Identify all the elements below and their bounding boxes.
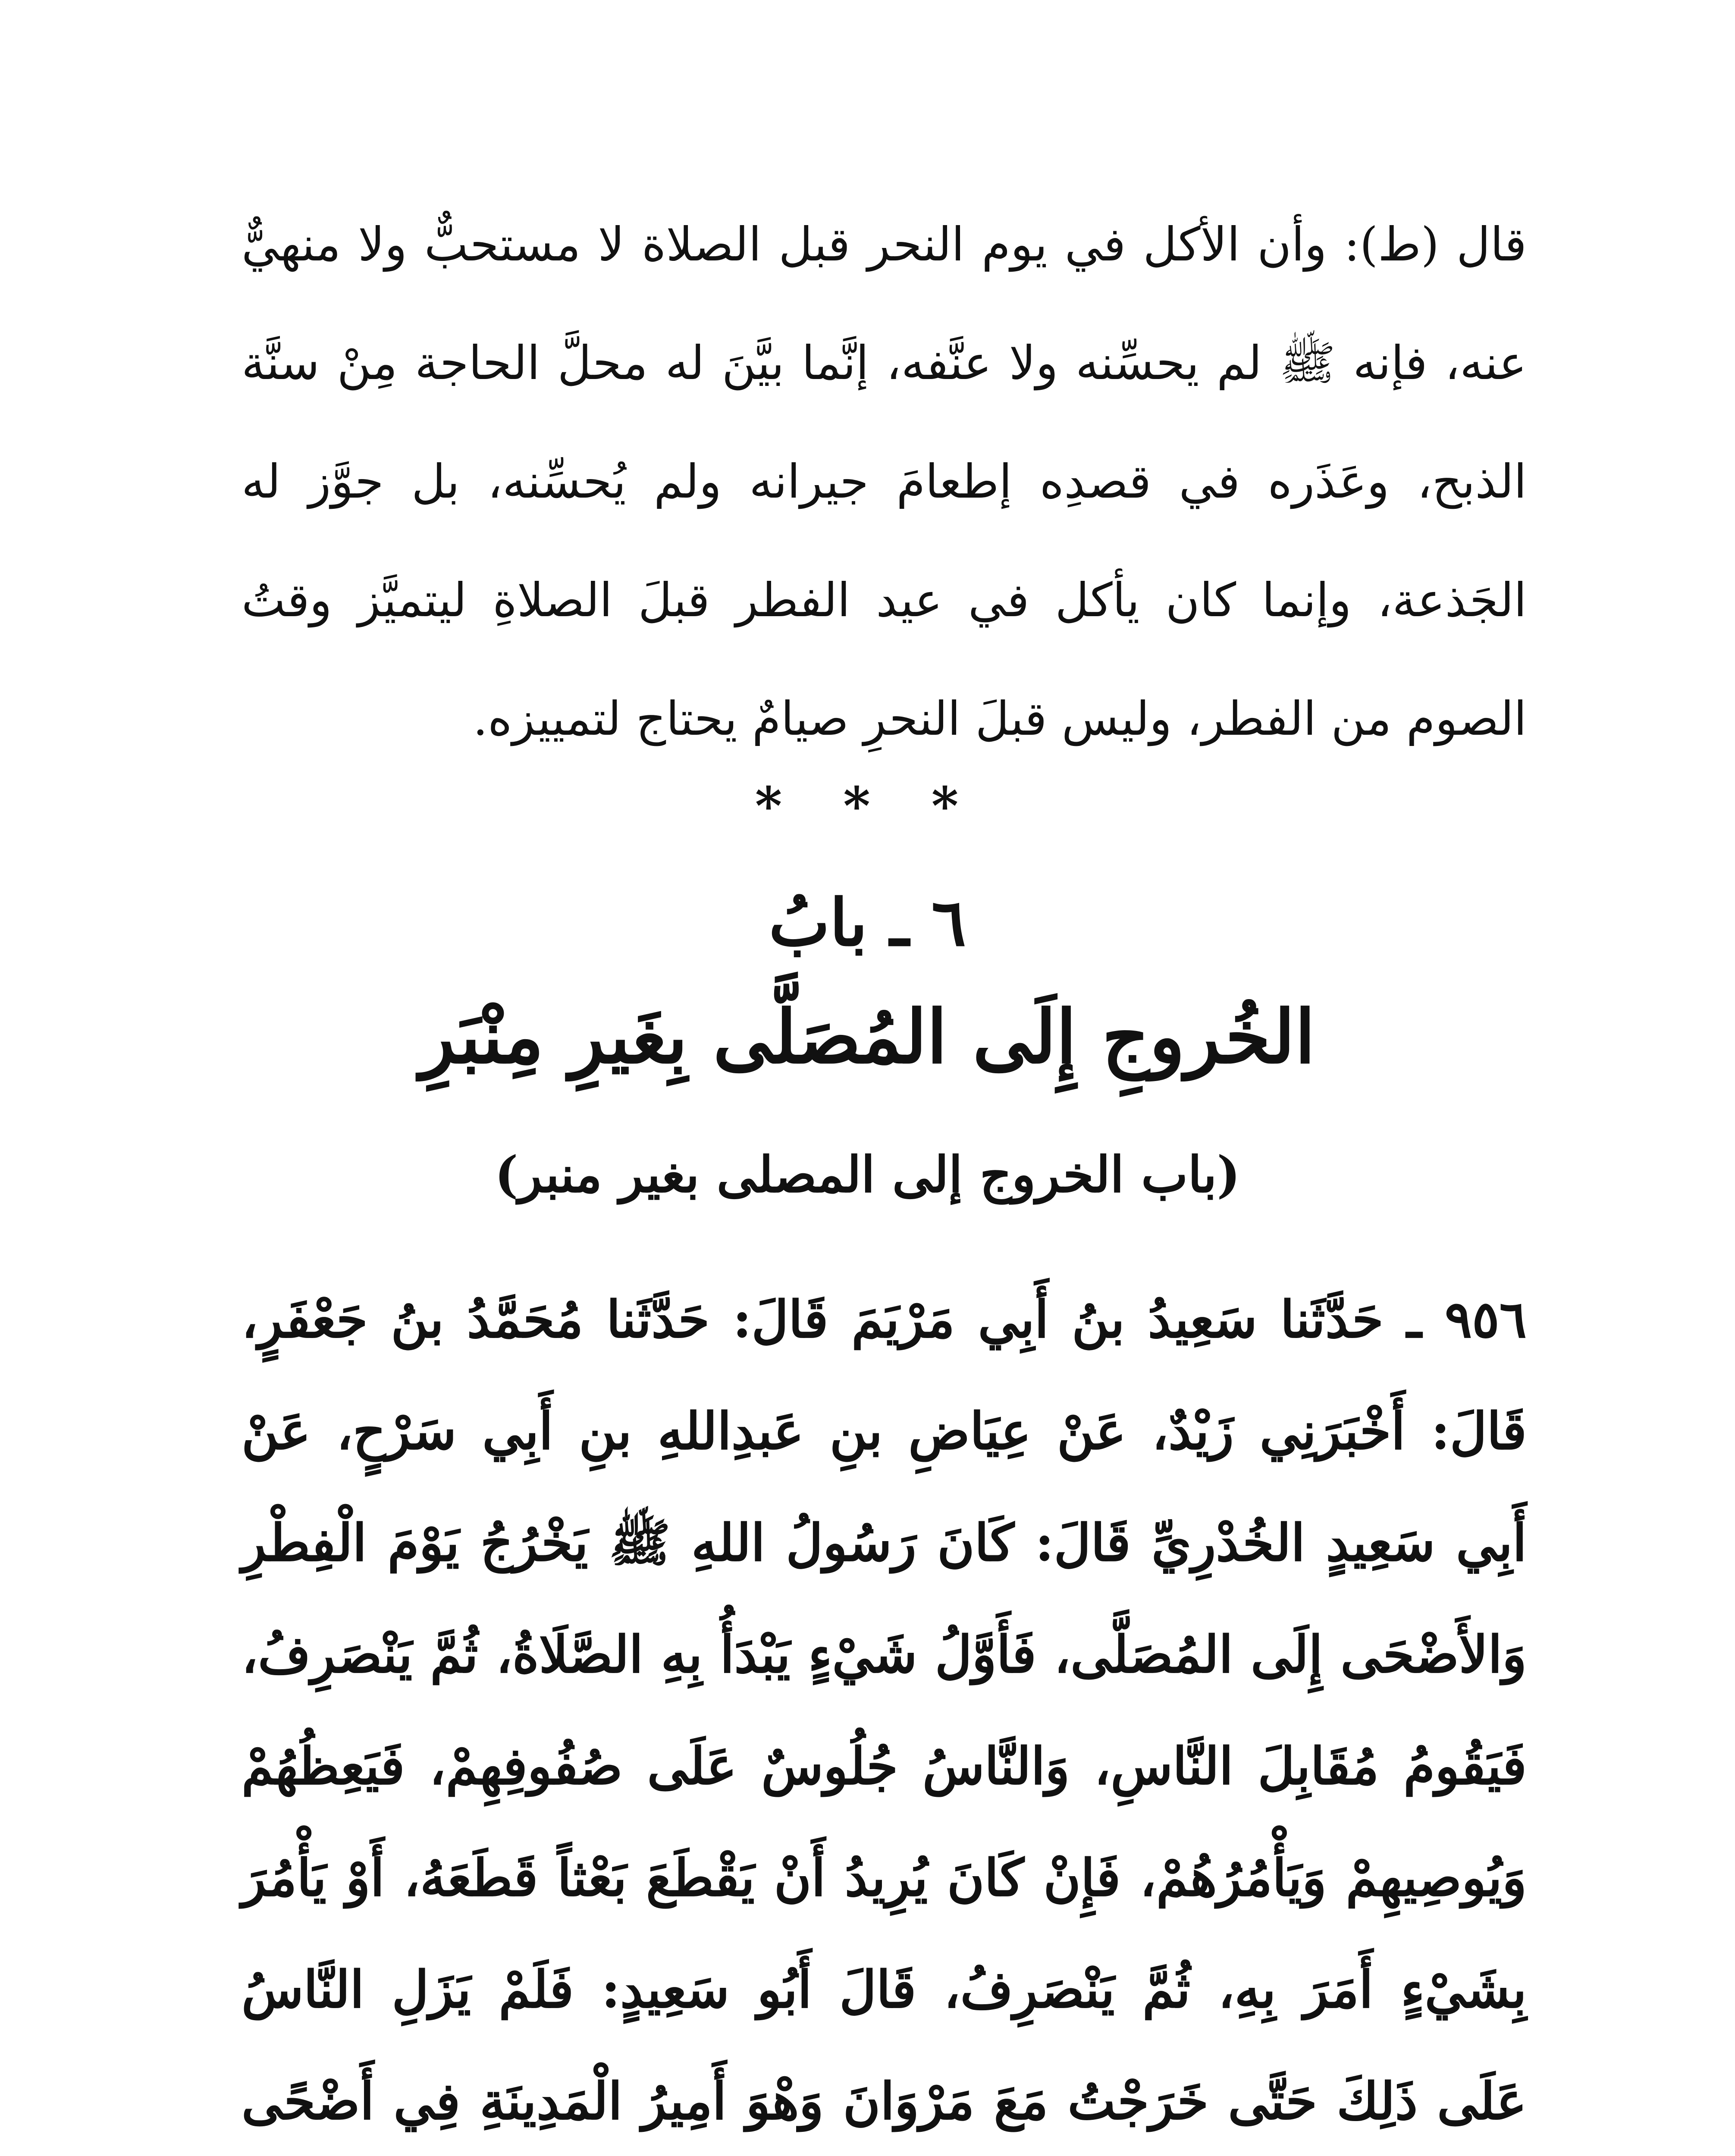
chapter-subtitle: (باب الخروج إلى المصلى بغير منبر) bbox=[495, 1146, 1240, 1204]
chapter-title: الخُروجِ إِلَى المُصَلَّى بِغَيرِ مِنْبَرِ bbox=[420, 994, 1315, 1080]
section-separator: * * * bbox=[755, 776, 980, 837]
hadith-paragraph: ٩٥٦ ـ حَدَّثَنا سَعِيدُ بنُ أَبِي مَرْيَمَ قَالَ: حَدَّثَنا مُحَمَّدُ بنُ جَعْفَرٍ، قَالَ: أَخْبَرَنِي زَيْدٌ، عَنْ عِيَاضِ بنِ عَبدِاللهِ بنِ أَبِي سَرْحٍ، عَنْ أَبِي سَعِيدٍ الخُدْرِيِّ قَالَ: كَانَ رَسُولُ اللهِ ﷺ يَخْرُجُ يَوْمَ الْفِطْرِ وَالأَضْحَى إِلَى المُصَلَّى، فَأَوَّلُ شَيْءٍ يَبْدَأُ بِهِ الصَّلَاةُ، ثُمَّ يَنْصَرِفُ، فَيَقُومُ مُقَابِلَ النَّاسِ، وَالنَّاسُ جُلُوسٌ عَلَى صُفُوفِهِمْ، فَيَعِظُهُمْ وَيُوصِيهِمْ وَيَأْمُرُهُمْ، فَإِنْ كَانَ يُرِيدُ أَنْ يَقْطَعَ بَعْثاً قَطَعَهُ، أَوْ يَأْمُرَ بِشَيْءٍ أَمَرَ بِهِ، ثُمَّ يَنْصَرِفُ، قَالَ أَبُو سَعِيدٍ: فَلَمْ يَزَلِ النَّاسُ عَلَى ذَلِكَ حَتَّى خَرَجْتُ مَعَ مَرْوَانَ وَهْوَ أَمِيرُ الْمَدِينَةِ فِي أَضْحًى bbox=[242, 1289, 1527, 2131]
commentary-paragraph: قال (ط): وأن الأكل في يوم النحر قبل الصلاة لا مستحبٌّ ولا منهيٌّ عنه، فإنه ﷺ لم يحسِّنه ولا عنَّفه، إنَّما بيَّنَ له محلَّ الحاجة مِنْ سنَّة الذبح، وعَذَره في قصدِه إطعامَ جيرانه ولم يُحسِّنه، بل جوَّز له الجَذعة، وإنما كان يأكل في عيد الفطر قبلَ الصلاةِ ليتميَّز وقتُ الصوم من الفطر، وليس قبلَ النحرِ صيامٌ يحتاج لتمييزه. bbox=[242, 218, 1527, 746]
chapter-number: ٦ ـ بابُ bbox=[769, 885, 966, 961]
